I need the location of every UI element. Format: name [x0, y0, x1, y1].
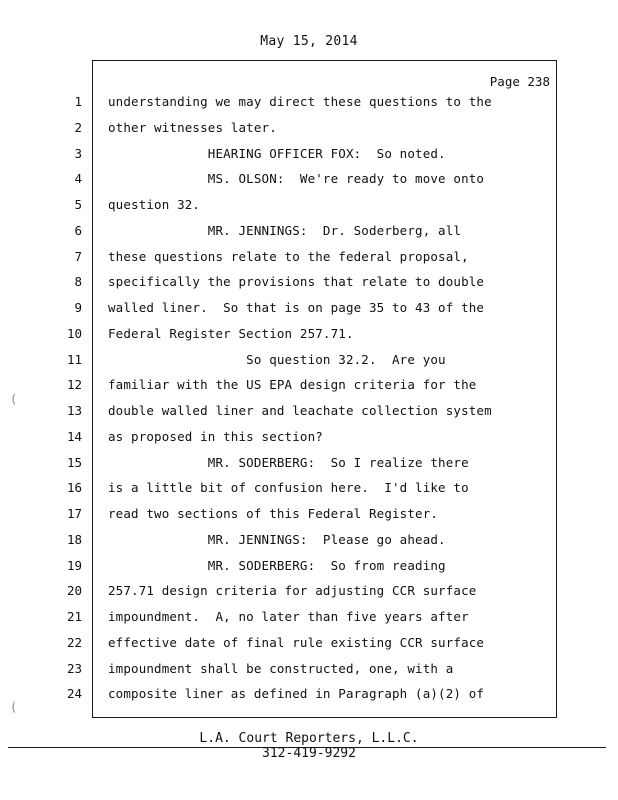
- line-text: double walled liner and leachate collection system: [108, 403, 492, 418]
- line-number: 2: [74, 120, 82, 135]
- line-text: MR. JENNINGS: Dr. Soderberg, all: [108, 223, 462, 238]
- line-number: 5: [74, 197, 82, 212]
- line-text: question 32.: [108, 197, 201, 212]
- line-number: 16: [66, 480, 82, 495]
- line-text: specifically the provisions that relate to double: [108, 274, 485, 289]
- line-number: 22: [66, 635, 82, 650]
- line-number: 24: [66, 686, 82, 701]
- line-text: understanding we may direct these questions to the: [108, 94, 492, 109]
- line-text: composite liner as defined in Paragraph (a)(2) of: [108, 686, 485, 701]
- page-number: Page 238: [489, 74, 550, 89]
- line-number: 12: [66, 377, 82, 392]
- header-date: May 15, 2014: [260, 34, 358, 49]
- line-text: read two sections of this Federal Register.: [108, 506, 439, 521]
- line-number: 3: [74, 146, 82, 161]
- line-number: 19: [66, 558, 82, 573]
- line-number: 9: [74, 300, 82, 315]
- line-text: impoundment. A, no later than five years after: [108, 609, 469, 624]
- line-number: 8: [74, 274, 82, 289]
- line-text: these questions relate to the federal proposal,: [108, 249, 469, 264]
- line-text: walled liner. So that is on page 35 to 43 of the: [108, 300, 485, 315]
- line-number: 17: [66, 506, 82, 521]
- line-number: 4: [74, 171, 82, 186]
- line-number: 18: [66, 532, 82, 547]
- line-number: 14: [66, 429, 82, 444]
- line-text: HEARING OFFICER FOX: So noted.: [108, 146, 446, 161]
- footer-phone: 312-419-9292: [262, 746, 356, 761]
- line-text: as proposed in this section?: [108, 429, 323, 444]
- line-number: 11: [66, 352, 82, 367]
- line-number: 13: [66, 403, 82, 418]
- line-number: 23: [66, 661, 82, 676]
- line-text: MR. SODERBERG: So from reading: [108, 558, 446, 573]
- line-number: 7: [74, 249, 82, 264]
- line-text: Federal Register Section 257.71.: [108, 326, 354, 341]
- scan-margin-mark: (: [10, 700, 18, 714]
- line-text: is a little bit of confusion here. I'd like to: [108, 480, 469, 495]
- line-text: impoundment shall be constructed, one, with a: [108, 661, 454, 676]
- scan-margin-mark: (: [10, 392, 18, 406]
- line-text: familiar with the US EPA design criteria for the: [108, 377, 477, 392]
- line-text: other witnesses later.: [108, 120, 277, 135]
- line-text: MR. JENNINGS: Please go ahead.: [108, 532, 446, 547]
- line-text: MS. OLSON: We're ready to move onto: [108, 171, 485, 186]
- line-number: 20: [66, 583, 82, 598]
- line-number: 6: [74, 223, 82, 238]
- line-number: 21: [66, 609, 82, 624]
- line-text: So question 32.2. Are you: [108, 352, 446, 367]
- line-text: MR. SODERBERG: So I realize there: [108, 455, 469, 470]
- line-number: 1: [74, 94, 82, 109]
- line-number: 10: [66, 326, 82, 341]
- line-number: 15: [66, 455, 82, 470]
- line-text: effective date of final rule existing CCR surface: [108, 635, 485, 650]
- line-text: 257.71 design criteria for adjusting CCR surface: [108, 583, 477, 598]
- footer-company: L.A. Court Reporters, L.L.C.: [199, 731, 419, 746]
